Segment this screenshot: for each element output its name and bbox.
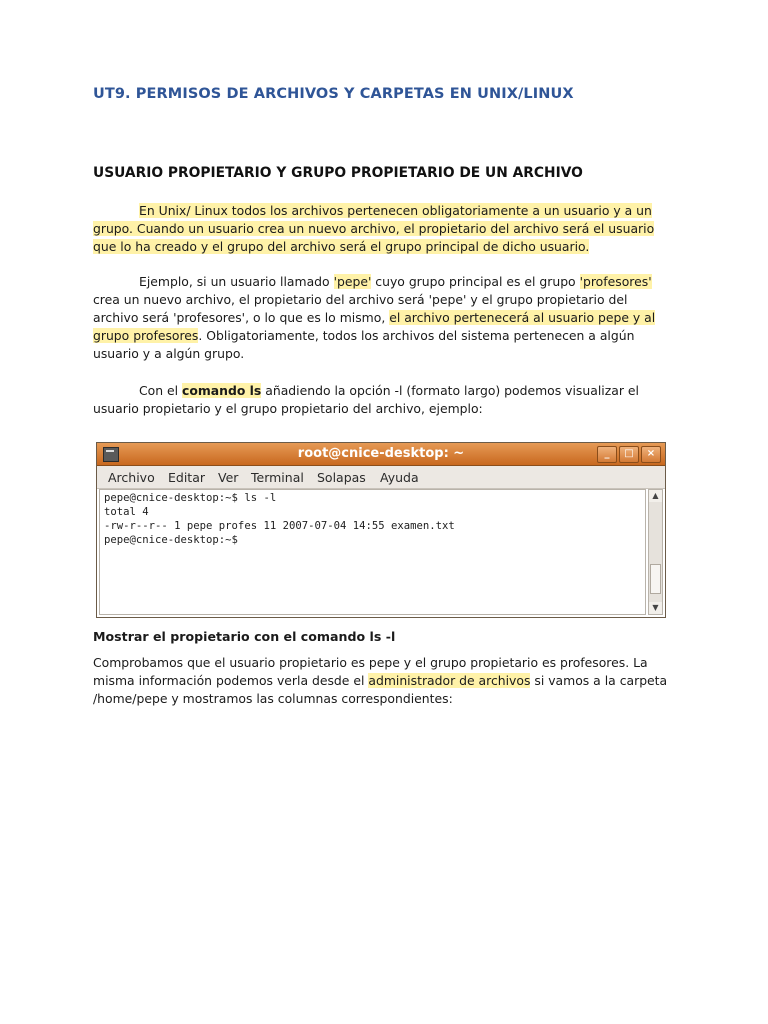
menu-ver[interactable]: Ver [218,470,239,485]
menu-terminal[interactable]: Terminal [251,470,304,485]
terminal-screenshot [96,442,666,618]
highlight: En Unix/ Linux todos los archivos pertenecen obligatoriamente a un usuario y a un [139,203,652,218]
highlight: administrador de archivos [368,673,531,688]
terminal-line: total 4 [104,506,149,518]
menu-solapas[interactable]: Solapas [317,470,366,485]
menu-archivo[interactable]: Archivo [108,470,155,485]
terminal-menubar [97,466,665,489]
terminal-line: pepe@cnice-desktop:~$ ls -l [104,492,277,504]
terminal-line: -rw-r--r-- 1 pepe profes 11 2007-07-04 14:55 examen.txt [104,520,455,532]
terminal-line: pepe@cnice-desktop:~$ [104,534,238,546]
close-button[interactable]: × [641,446,661,463]
paragraph-example: Ejemplo, si un usuario llamado 'pepe' cuyo grupo principal es el grupo 'profesores' crea un nuevo archivo, el propietario del archivo será 'pepe' y el grupo propietario del archivo será 'profesores', o lo que es lo mismo, el archivo pertenecerá al usuario pepe y al grupo profesores. Obligatoriamente, todos los archivos del sistema pertenecen a algún usuario y a algún grupo. [93,274,656,361]
scroll-down-icon[interactable]: ▼ [649,602,662,614]
maximize-button[interactable]: □ [619,446,639,463]
menu-editar[interactable]: Editar [168,470,206,485]
highlight: 'profesores' [579,274,652,289]
highlight: grupo. Cuando un usuario crea un nuevo archivo, el propietario del archivo será el usuario [93,221,655,236]
minimize-button[interactable]: _ [597,446,617,463]
highlight: 'pepe' [333,274,372,289]
scroll-thumb[interactable] [650,564,661,594]
highlight: el archivo pertenecerá al usuario pepe y al [389,310,656,325]
highlight: grupo profesores [93,328,199,343]
terminal-output[interactable] [99,489,646,615]
paragraph-command: Con el comando ls añadiendo la opción -l (formato largo) podemos visualizar el usuario propietario y el grupo propietario del archivo, ejemplo: [93,383,639,416]
highlight: comando ls [182,383,262,398]
menu-ayuda[interactable]: Ayuda [380,470,419,485]
scroll-up-icon[interactable]: ▲ [649,490,662,502]
paragraph-conclusion: Comprobamos que el usuario propietario es pepe y el grupo propietario es profesores. La misma información podemos verla desde el administrador de archivos si vamos a la carpeta /home/pepe y mostramos las columnas correspondientes: [93,655,668,706]
terminal-titlebar [97,443,665,466]
paragraph-intro [93,202,678,256]
section-heading: USUARIO PROPIETARIO Y GRUPO PROPIETARIO DE UN ARCHIVO [93,165,583,181]
highlight: que lo ha creado y el grupo del archivo será el grupo principal de dicho usuario. [93,239,590,254]
terminal-title: root@cnice-desktop: ~ [297,446,465,461]
document-title: UT9. PERMISOS DE ARCHIVOS Y CARPETAS EN UNIX/LINUX [93,86,574,102]
figure-caption: Mostrar el propietario con el comando ls -l [93,629,396,644]
terminal-scrollbar[interactable] [648,489,663,615]
